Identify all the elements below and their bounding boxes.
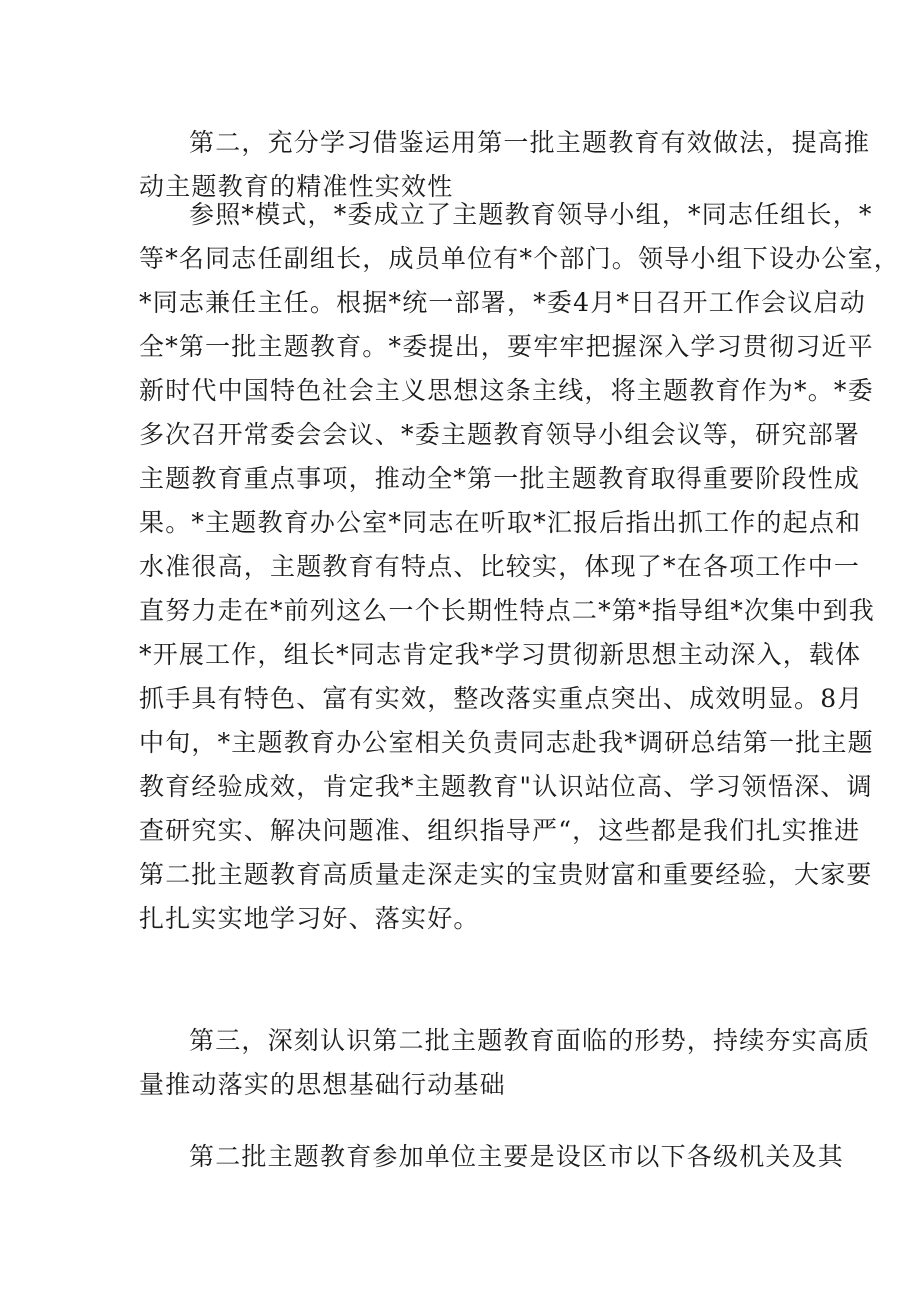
text-line: 抓手具有特色、富有实效，整改落实重点突出、成效明显。8月 — [139, 684, 864, 713]
text-line: 直努力走在*前列这么一个长期性特点二*第*指导组*次集中到我 — [139, 596, 876, 625]
text-line: 动主题教育的精准性实效性 — [139, 172, 454, 201]
text-line: 第二，充分学习借鉴运用第一批主题教育有效做法，提高推 — [189, 128, 871, 157]
body-paragraph-1 — [139, 193, 901, 941]
text-line: 等*名同志任副组长，成员单位有*个部门。领导小组下设办公室， — [139, 244, 901, 273]
text-line: 第三，深刻认识第二批主题教育面临的形势，持续夯实高质 — [189, 1026, 871, 1055]
text-line: 扎扎实实地学习好、落实好。 — [139, 904, 480, 933]
text-line: 多次召开常委会会议、*委主题教育领导小组会议等，研究部署 — [139, 420, 861, 449]
text-line: 中旬，*主题教育办公室相关负责同志赴我*调研总结第一批主题 — [139, 728, 874, 757]
section-heading-third — [139, 1019, 871, 1107]
text-line: 水准很高，主题教育有特点、比较实，体现了*在各项工作中一 — [139, 552, 861, 581]
text-line: 查研究实、解决问题准、组织指导严“，这些都是我们扎实推进 — [139, 816, 861, 845]
text-line: 果。*主题教育办公室*同志在听取*汇报后指出抓工作的起点和 — [139, 508, 862, 537]
text-line: 量推动落实的思想基础行动基础 — [139, 1070, 506, 1099]
text-line: 第二批主题教育参加单位主要是设区市以下各级机关及其 — [189, 1142, 845, 1171]
text-line: 新时代中国特色社会主义思想这条主线，将主题教育作为*。*委 — [139, 376, 874, 405]
text-line: 第二批主题教育高质量走深走实的宝贵财富和重要经验，大家要 — [139, 860, 873, 889]
body-paragraph-2 — [139, 1135, 845, 1179]
text-line: 参照*模式，*委成立了主题教育领导小组，*同志任组长，* — [189, 200, 873, 229]
text-line: 教育经验成效，肯定我*主题教育"认识站位高、学习领悟深、调 — [139, 772, 873, 801]
text-line: 主题教育重点事项，推动全*第一批主题教育取得重要阶段性成 — [139, 464, 861, 493]
text-line: 全*第一批主题教育。*委提出，要牢牢把握深入学习贯彻习近平 — [139, 332, 874, 361]
text-line: *同志兼任主任。根据*统一部署，*委4月*日召开工作会议启动 — [139, 288, 866, 317]
text-line: *开展工作，组长*同志肯定我*学习贯彻新思想主动深入，载体 — [139, 640, 862, 669]
